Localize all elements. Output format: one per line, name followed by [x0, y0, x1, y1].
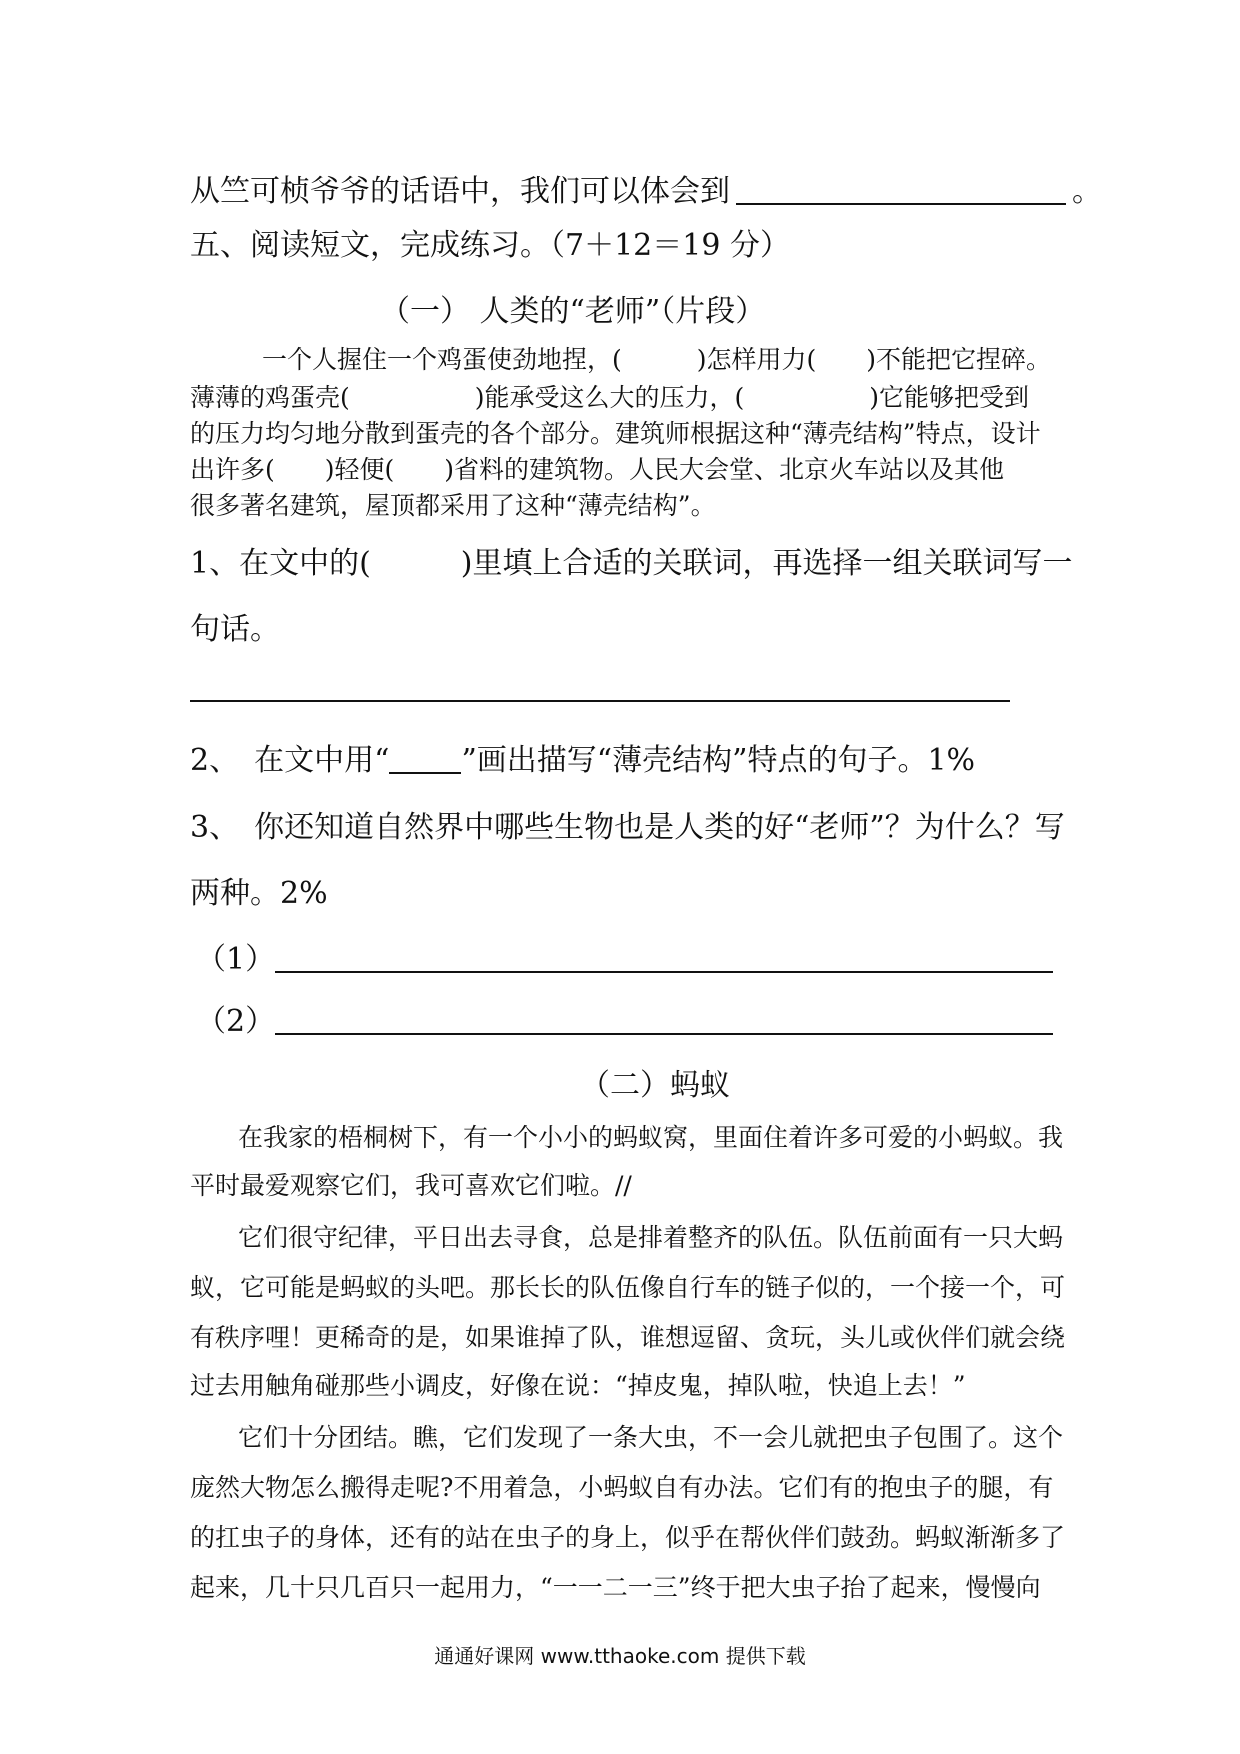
footer-credit: 通通好课网 www.tthaoke.com 提供下载 [434, 1644, 806, 1668]
top-question: 从竺可桢爷爷的话语中，我们可以体会到 。 [190, 174, 1102, 209]
underline-sample [389, 744, 461, 774]
answer-blank[interactable] [736, 173, 1066, 205]
question-1-answer-line[interactable] [190, 700, 1010, 702]
passage-two-line: 它们很守纪律，平日出去寻食，总是排着整齐的队伍。队伍前面有一只大蚂 [238, 1223, 1064, 1252]
passage-two-line: 蚁，它可能是蚂蚁的头吧。那长长的队伍像自行车的链子似的，一个接一个，可 [190, 1273, 1066, 1302]
passage-one-line: 一个人握住一个鸡蛋使劲地捏，( )怎样用力( )不能把它捏碎。 [262, 345, 1052, 374]
passage-two-line: 在我家的梧桐树下，有一个小小的蚂蚁窝，里面住着许多可爱的小蚂蚁。我 [238, 1123, 1064, 1152]
passage-two-line: 的扛虫子的身体，还有的站在虫子的身上，似乎在帮伙伴们鼓劲。蚂蚁渐渐多了 [190, 1523, 1066, 1552]
answer-2: （2） [196, 996, 1053, 1040]
section-five-heading: 五、阅读短文，完成练习。（7＋12＝19 分） [190, 228, 790, 263]
passage-two-line: 它们十分团结。瞧，它们发现了一条大虫，不一会儿就把虫子包围了。这个 [238, 1423, 1064, 1452]
answer-2-line[interactable] [275, 1003, 1053, 1035]
passage-two-line: 平时最爱观察它们，我可喜欢它们啦。// [190, 1171, 632, 1200]
question-3-line-1: 3、 你还知道自然界中哪些生物也是人类的好“老师”？为什么？写 [190, 810, 1065, 845]
passage-one-line: 的压力均匀地分散到蛋壳的各个部分。建筑师根据这种“薄壳结构”特点，设计 [190, 419, 1041, 448]
passage-two-line: 过去用触角碰那些小调皮，好像在说：“掉皮鬼，掉队啦，快追上去！” [190, 1371, 966, 1400]
passage-one-line: 很多著名建筑，屋顶都采用了这种“薄壳结构”。 [190, 491, 716, 520]
question-1-line-2: 句话。 [190, 612, 280, 647]
question-1-line-1: 1、在文中的( )里填上合适的关联词，再选择一组关联词写一 [190, 546, 1073, 581]
question-2: 2、 在文中用“ ”画出描写“薄壳结构”特点的句子。1% [190, 743, 976, 778]
passage-two-line: 庞然大物怎么搬得走呢?不用着急，小蚂蚁自有办法。它们有的抱虫子的腿，有 [190, 1473, 1054, 1502]
answer-1-line[interactable] [275, 941, 1053, 973]
passage-two-title: （二）蚂蚁 [580, 1068, 730, 1103]
passage-one-title: （一） 人类的“老师”（片段） [380, 294, 766, 329]
passage-one-line: 薄薄的鸡蛋壳( )能承受这么大的压力，( )它能够把受到 [190, 383, 1030, 412]
answer-1: （1） [196, 934, 1053, 978]
passage-two-line: 有秩序哩！更稀奇的是，如果谁掉了队，谁想逗留、贪玩，头儿或伙伴们就会绕 [190, 1323, 1066, 1352]
passage-one-line: 出许多( )轻便( )省料的建筑物。人民大会堂、北京火车站以及其他 [190, 455, 1005, 484]
question-3-line-2: 两种。2% [190, 876, 328, 911]
passage-two-line: 起来，几十只几百只一起用力，“一一二一三”终于把大虫子抬了起来，慢慢向 [190, 1573, 1041, 1602]
